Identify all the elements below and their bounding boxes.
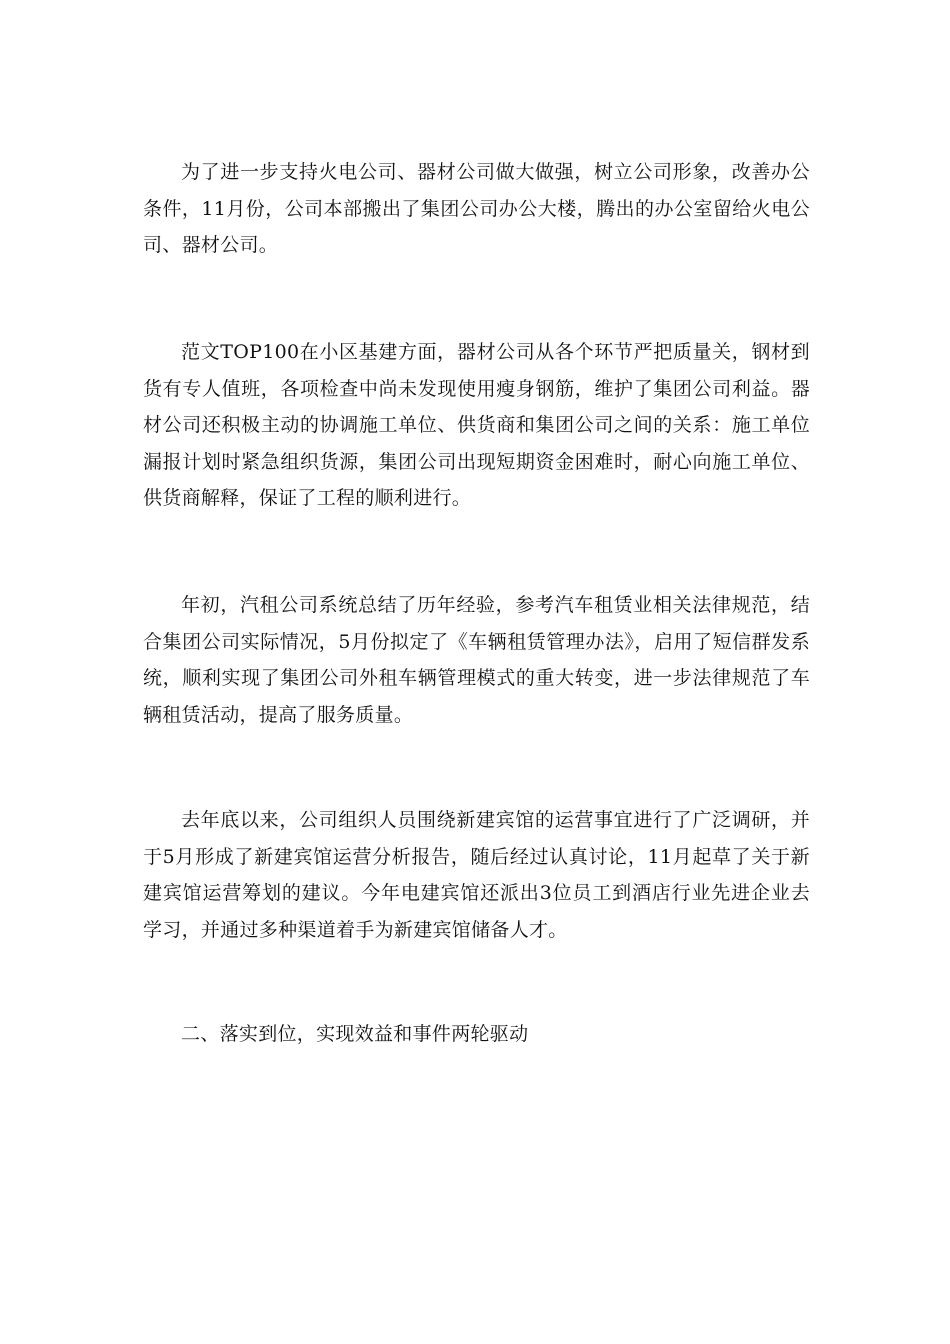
- section-heading: 二、落实到位，实现效益和事件两轮驱动: [181, 1023, 529, 1045]
- paragraph-equipment-office: 为了进一步支持火电公司、器材公司做大做强，树立公司形象，改善办公条件，11月份，公司本部搬出了集团公司办公大楼，腾出的办公室留给火电公司、器材公司。: [143, 161, 810, 256]
- paragraph-infrastructure-quality: 范文TOP100在小区基建方面，器材公司从各个环节严把质量关，钢材到货有专人值班，各项检查中尚未发现使用瘦身钢筋，维护了集团公司利益。器材公司还积极主动的协调施工单位、供货商和集团公司之间的关系：施工单位漏报计划时紧急组织货源，集团公司出现短期资金困难时，耐心向施工单位、供货商解释，保证了工程的顺利进行。: [143, 341, 810, 509]
- paragraph-hotel-operations: 去年底以来，公司组织人员围绕新建宾馆的运营事宜进行了广泛调研，并于5月形成了新建宾馆运营分析报告，随后经过认真讨论，11月起草了关于新建宾馆运营筹划的建议。今年电建宾馆还派出3位员工到酒店行业先进企业去学习，并通过多种渠道着手为新建宾馆储备人才。: [143, 809, 810, 941]
- paragraph-car-rental: 年初，汽租公司系统总结了历年经验，参考汽车租赁业相关法律规范，结合集团公司实际情况，5月份拟定了《车辆租赁管理办法》，启用了短信群发系统，顺利实现了集团公司外租车辆管理模式的重大转变，进一步法律规范了车辆租赁活动，提高了服务质量。: [143, 594, 810, 726]
